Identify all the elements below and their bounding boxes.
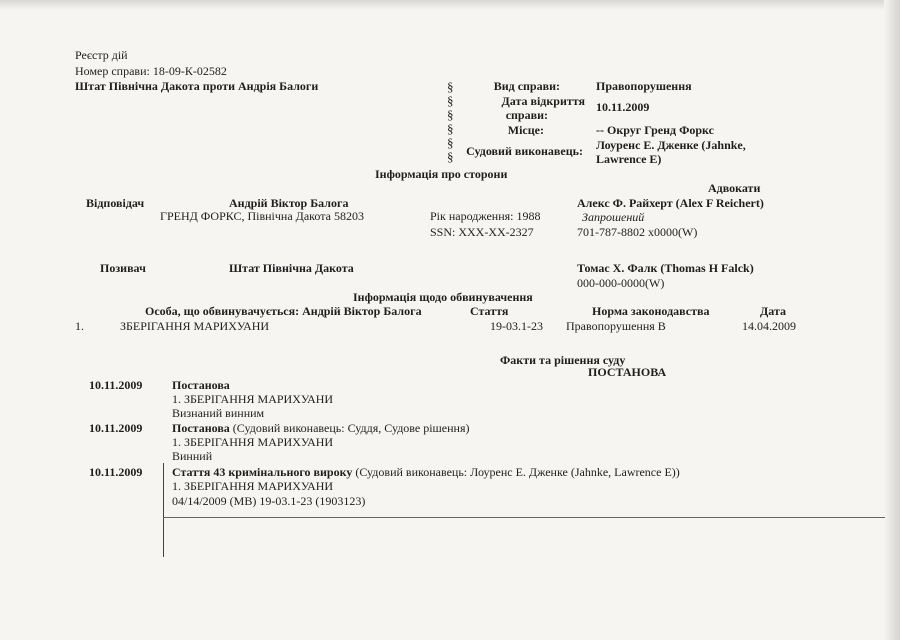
events-subheading: ПОСТАНОВА xyxy=(588,365,667,379)
defense-attorney-phone: 701-787-8802 x0000(W) xyxy=(577,225,698,239)
event-title: Постанова xyxy=(172,378,230,392)
place-value: -- Округ Гренд Форкс xyxy=(596,123,714,137)
judge-value: Лоуренс Е. Дженке (Jahnke, xyxy=(596,138,746,152)
accused-header: Особа, що обвинувачується: Андрій Віктор Балога xyxy=(145,304,422,318)
plaintiff-name: Штат Північна Дакота xyxy=(229,261,354,275)
section-symbol: § xyxy=(447,135,454,150)
level-column-header: Норма законодавства xyxy=(592,304,710,318)
defense-attorney-status: Запрошений xyxy=(582,210,645,224)
prosecutor-phone: 000-000-0000(W) xyxy=(577,276,665,290)
event-outcome: 04/14/2009 (MB) 19-03.1-23 (1903123) xyxy=(172,494,366,508)
defendant-ssn: SSN: XXX-XX-2327 xyxy=(430,225,534,239)
opened-label: Дата відкриття xyxy=(501,94,585,108)
charge-statute: 19-03.1-23 xyxy=(490,319,543,333)
parties-heading: Інформація про сторони xyxy=(375,167,508,181)
place-label: Місце: xyxy=(507,123,544,137)
charge-name: ЗБЕРІГАННЯ МАРИХУАНИ xyxy=(120,319,270,333)
judge-value-2: Lawrence E) xyxy=(596,152,662,166)
section-symbol: § xyxy=(447,107,454,122)
events-horizontal-rule xyxy=(163,517,885,518)
charge-number: 1. xyxy=(75,319,84,333)
event-title-line xyxy=(172,466,680,479)
defendant-role: Відповідач xyxy=(86,196,145,210)
defendant-dob: Рік народження: 1988 xyxy=(430,209,541,223)
defense-attorney-name: Алекс Ф. Райхерт (Alex F Reichert) xyxy=(577,196,764,210)
event-title: Постанова xyxy=(172,421,230,435)
charges-heading: Інформація щодо обвинувачення xyxy=(353,290,533,304)
event-title-line xyxy=(172,422,469,435)
case-title: Штат Північна Дакота проти Андрія Балоги xyxy=(75,79,319,93)
prosecutor-name: Томас Х. Фалк (Thomas H Falck) xyxy=(577,261,754,275)
statute-column-header: Стаття xyxy=(470,304,509,318)
case-type-label: Вид справи: xyxy=(493,79,560,93)
scan-right-edge xyxy=(884,0,900,640)
scan-top-edge xyxy=(0,0,900,10)
opened-label-2: справи: xyxy=(505,108,548,122)
event-outcome: Винний xyxy=(172,449,213,463)
event-charge: 1. ЗБЕРІГАННЯ МАРИХУАНИ xyxy=(172,479,334,493)
events-heading: Факти та рішення суду xyxy=(500,353,626,367)
case-number: Номер справи: 18-09-К-02582 xyxy=(75,64,227,78)
defendant-address: ГРЕНД ФОРКС, Північна Дакота 58203 xyxy=(160,209,364,223)
plaintiff-role: Позивач xyxy=(100,261,146,275)
section-symbol: § xyxy=(447,79,454,94)
event-title-extra: (Судовий виконавець: Лоуренс Е. Дженке (Jahnke, Lawrence E)) xyxy=(352,465,680,479)
event-outcome: Визнаний винним xyxy=(172,406,265,420)
section-symbol: § xyxy=(447,93,454,108)
event-date: 10.11.2009 xyxy=(89,465,143,479)
event-date: 10.11.2009 xyxy=(89,378,143,392)
registry-label: Реєстр дій xyxy=(75,48,128,62)
judge-label: Судовий виконавець: xyxy=(466,144,583,158)
defendant-name: Андрій Віктор Балога xyxy=(229,196,349,210)
charge-date: 14.04.2009 xyxy=(742,319,796,333)
case-type-value: Правопорушення xyxy=(596,79,692,93)
section-symbol: § xyxy=(447,121,454,136)
event-charge: 1. ЗБЕРІГАННЯ МАРИХУАНИ xyxy=(172,435,334,449)
date-column-header: Дата xyxy=(760,304,786,318)
attorneys-heading: Адвокати xyxy=(708,181,761,195)
event-title-extra: (Судовий виконавець: Суддя, Судове рішення) xyxy=(229,421,470,435)
event-charge: 1. ЗБЕРІГАННЯ МАРИХУАНИ xyxy=(172,392,334,406)
opened-value: 10.11.2009 xyxy=(596,100,650,114)
event-title: Стаття 43 кримінального вироку xyxy=(172,465,353,479)
charge-level: Правопорушення В xyxy=(566,319,666,333)
event-date: 10.11.2009 xyxy=(89,421,143,435)
events-vertical-rule xyxy=(163,463,164,557)
section-symbol: § xyxy=(447,149,454,164)
event-title-line xyxy=(172,379,230,392)
